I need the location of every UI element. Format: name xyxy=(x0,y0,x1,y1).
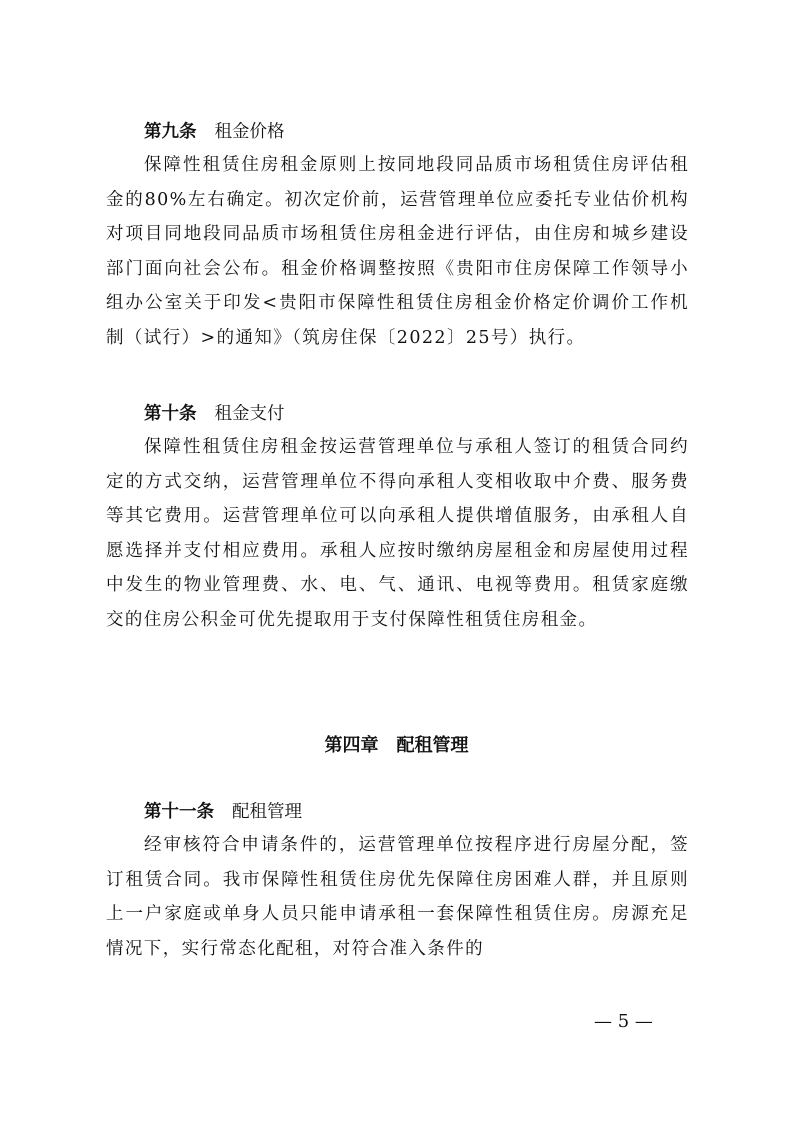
article-9-title: 租金价格 xyxy=(214,122,285,142)
chapter-title: 配租管理 xyxy=(396,735,469,756)
article-11-title: 配租管理 xyxy=(232,802,302,822)
page-number: — 5 — xyxy=(594,1011,653,1032)
article-11-number: 第十一条 xyxy=(144,802,214,822)
article-10-heading xyxy=(106,398,689,430)
article-10-title: 租金支付 xyxy=(214,404,285,424)
article-11-heading xyxy=(106,796,689,828)
chapter-heading xyxy=(0,730,793,762)
article-10 xyxy=(106,398,689,638)
article-10-number: 第十条 xyxy=(144,404,197,424)
article-9 xyxy=(106,116,689,356)
article-11 xyxy=(106,796,689,966)
article-11-body: 经审核符合申请条件的，运营管理单位按程序进行房屋分配，签订租赁合同。我市保障性租赁住房优先保障住房困难人群，并且原则上一户家庭或单身人员只能申请承租一套保障性租赁住房。房源充足情况下，实行常态化配租，对符合准入条件的 xyxy=(106,835,689,959)
article-10-body: 保障性租赁住房租金按运营管理单位与承租人签订的租赁合同约定的方式交纳，运营管理单位不得向承租人变相收取中介费、服务费等其它费用。运营管理单位可以向承租人提供增值服务，由承租人自愿选择并支付相应费用。承租人应按时缴纳房屋租金和房屋使用过程中发生的物业管理费、水、电、气、通讯、电视等费用。租赁家庭缴交的住房公积金可优先提取用于支付保障性租赁住房租金。 xyxy=(106,437,689,630)
article-9-heading xyxy=(106,116,689,148)
article-9-number: 第九条 xyxy=(144,122,197,142)
chapter-number: 第四章 xyxy=(324,735,379,756)
article-9-body: 保障性租赁住房租金原则上按同地段同品质市场租赁住房评估租金的80%左右确定。初次定价前，运营管理单位应委托专业估价机构对项目同地段同品质市场租赁住房租金进行评估，由住房和城乡建设部门面向社会公布。租金价格调整按照《贵阳市住房保障工作领导小组办公室关于印发<贵阳市保障性租赁住房租金价格定价调价工作机制（试行）>的通知》（筑房住保〔2022〕25号）执行。 xyxy=(106,155,689,348)
